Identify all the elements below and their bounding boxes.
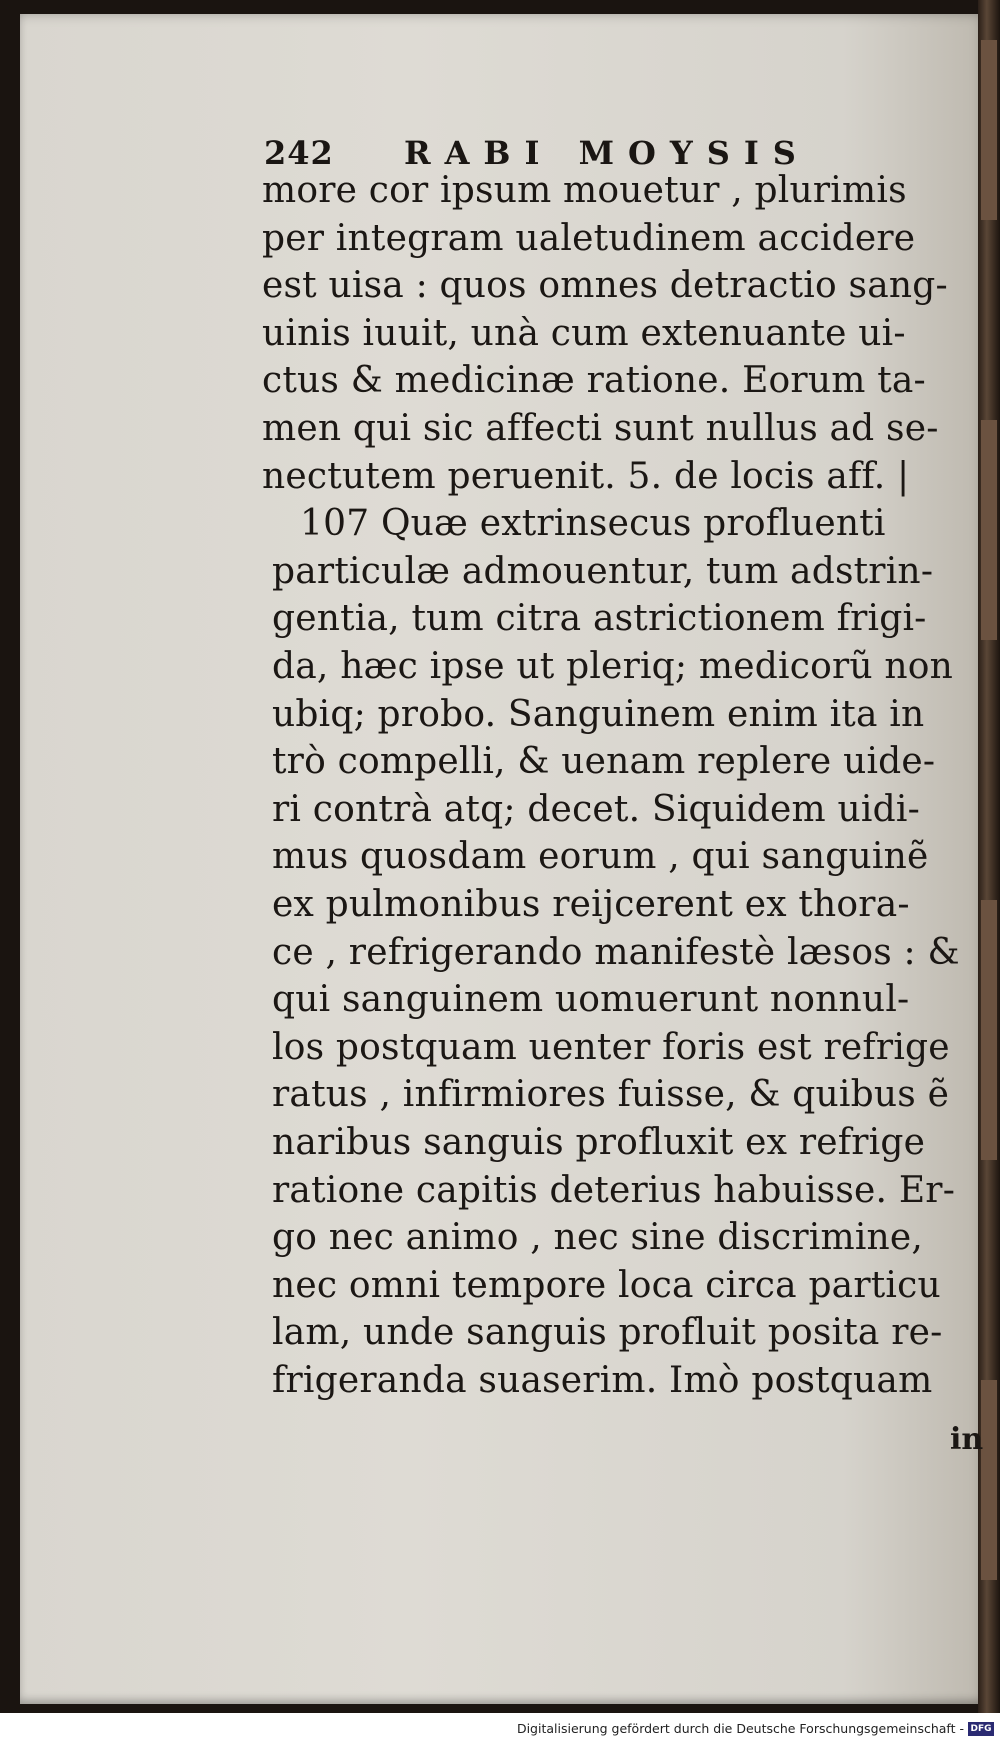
page-number: 242 bbox=[264, 134, 334, 172]
text-line: ri contrà atq; decet. Siquidem uidi- bbox=[272, 789, 920, 830]
text-line: trò compelli, & uenam replere uide- bbox=[272, 741, 936, 782]
text-line: ubiq; probo. Sanguinem enim ita in bbox=[272, 694, 925, 735]
text-line: los postquam uenter foris est refrige bbox=[272, 1027, 950, 1068]
dfg-logo-icon: DFG bbox=[968, 1722, 994, 1736]
text-line: frigeranda suaserim. Imò postquam bbox=[272, 1360, 933, 1401]
text-line: ctus & medicinæ ratione. Eorum ta- bbox=[262, 360, 926, 401]
digitization-footer bbox=[0, 1713, 1000, 1741]
text-line: nec omni tempore loca circa particu bbox=[272, 1265, 941, 1306]
text-line: go nec animo , nec sine discrimine, bbox=[272, 1217, 924, 1258]
text-line: nectutem peruenit. 5. de locis aff. | bbox=[262, 456, 910, 497]
catchword: in bbox=[950, 1422, 984, 1457]
text-line: est uisa : quos omnes detractio sang- bbox=[262, 265, 948, 306]
text-line: more cor ipsum mouetur , plurimis bbox=[262, 170, 907, 211]
text-line: particulæ admouentur, tum adstrin- bbox=[272, 551, 934, 592]
text-line: uinis iuuit, unà cum extenuante ui- bbox=[262, 313, 906, 354]
text-line: per integram ualetudinem accidere bbox=[262, 218, 916, 259]
text-line: da, hæc ipse ut pleriq; medicorũ non bbox=[272, 646, 954, 687]
running-header bbox=[264, 134, 810, 172]
text-line: qui sanguinem uomuerunt nonnul- bbox=[272, 979, 910, 1020]
text-line: ratus , infirmiores fuisse, & quibus ẽ bbox=[272, 1074, 950, 1115]
text-line: ratione capitis deterius habuisse. Er- bbox=[272, 1170, 956, 1211]
text-line: ce , refrigerando manifestè læsos : & bbox=[272, 932, 960, 973]
text-line: 107 Quæ extrinsecus profluenti bbox=[300, 503, 886, 544]
text-line: lam, unde sanguis profluit posita re- bbox=[272, 1312, 943, 1353]
text-line: mus quosdam eorum , qui sanguinẽ bbox=[272, 836, 929, 877]
running-title: RABI MOYSIS bbox=[404, 134, 810, 172]
text-line: naribus sanguis profluxit ex refrige bbox=[272, 1122, 926, 1163]
footer-credit: Digitalisierung gefördert durch die Deutsche Forschungsgemeinschaft - bbox=[516, 1721, 964, 1736]
text-line: ex pulmonibus reijcerent ex thora- bbox=[272, 884, 910, 925]
book-spine-edge bbox=[978, 0, 1000, 1741]
text-line: gentia, tum citra astrictionem frigi- bbox=[272, 598, 927, 639]
text-line: men qui sic affecti sunt nullus ad se- bbox=[262, 408, 939, 449]
